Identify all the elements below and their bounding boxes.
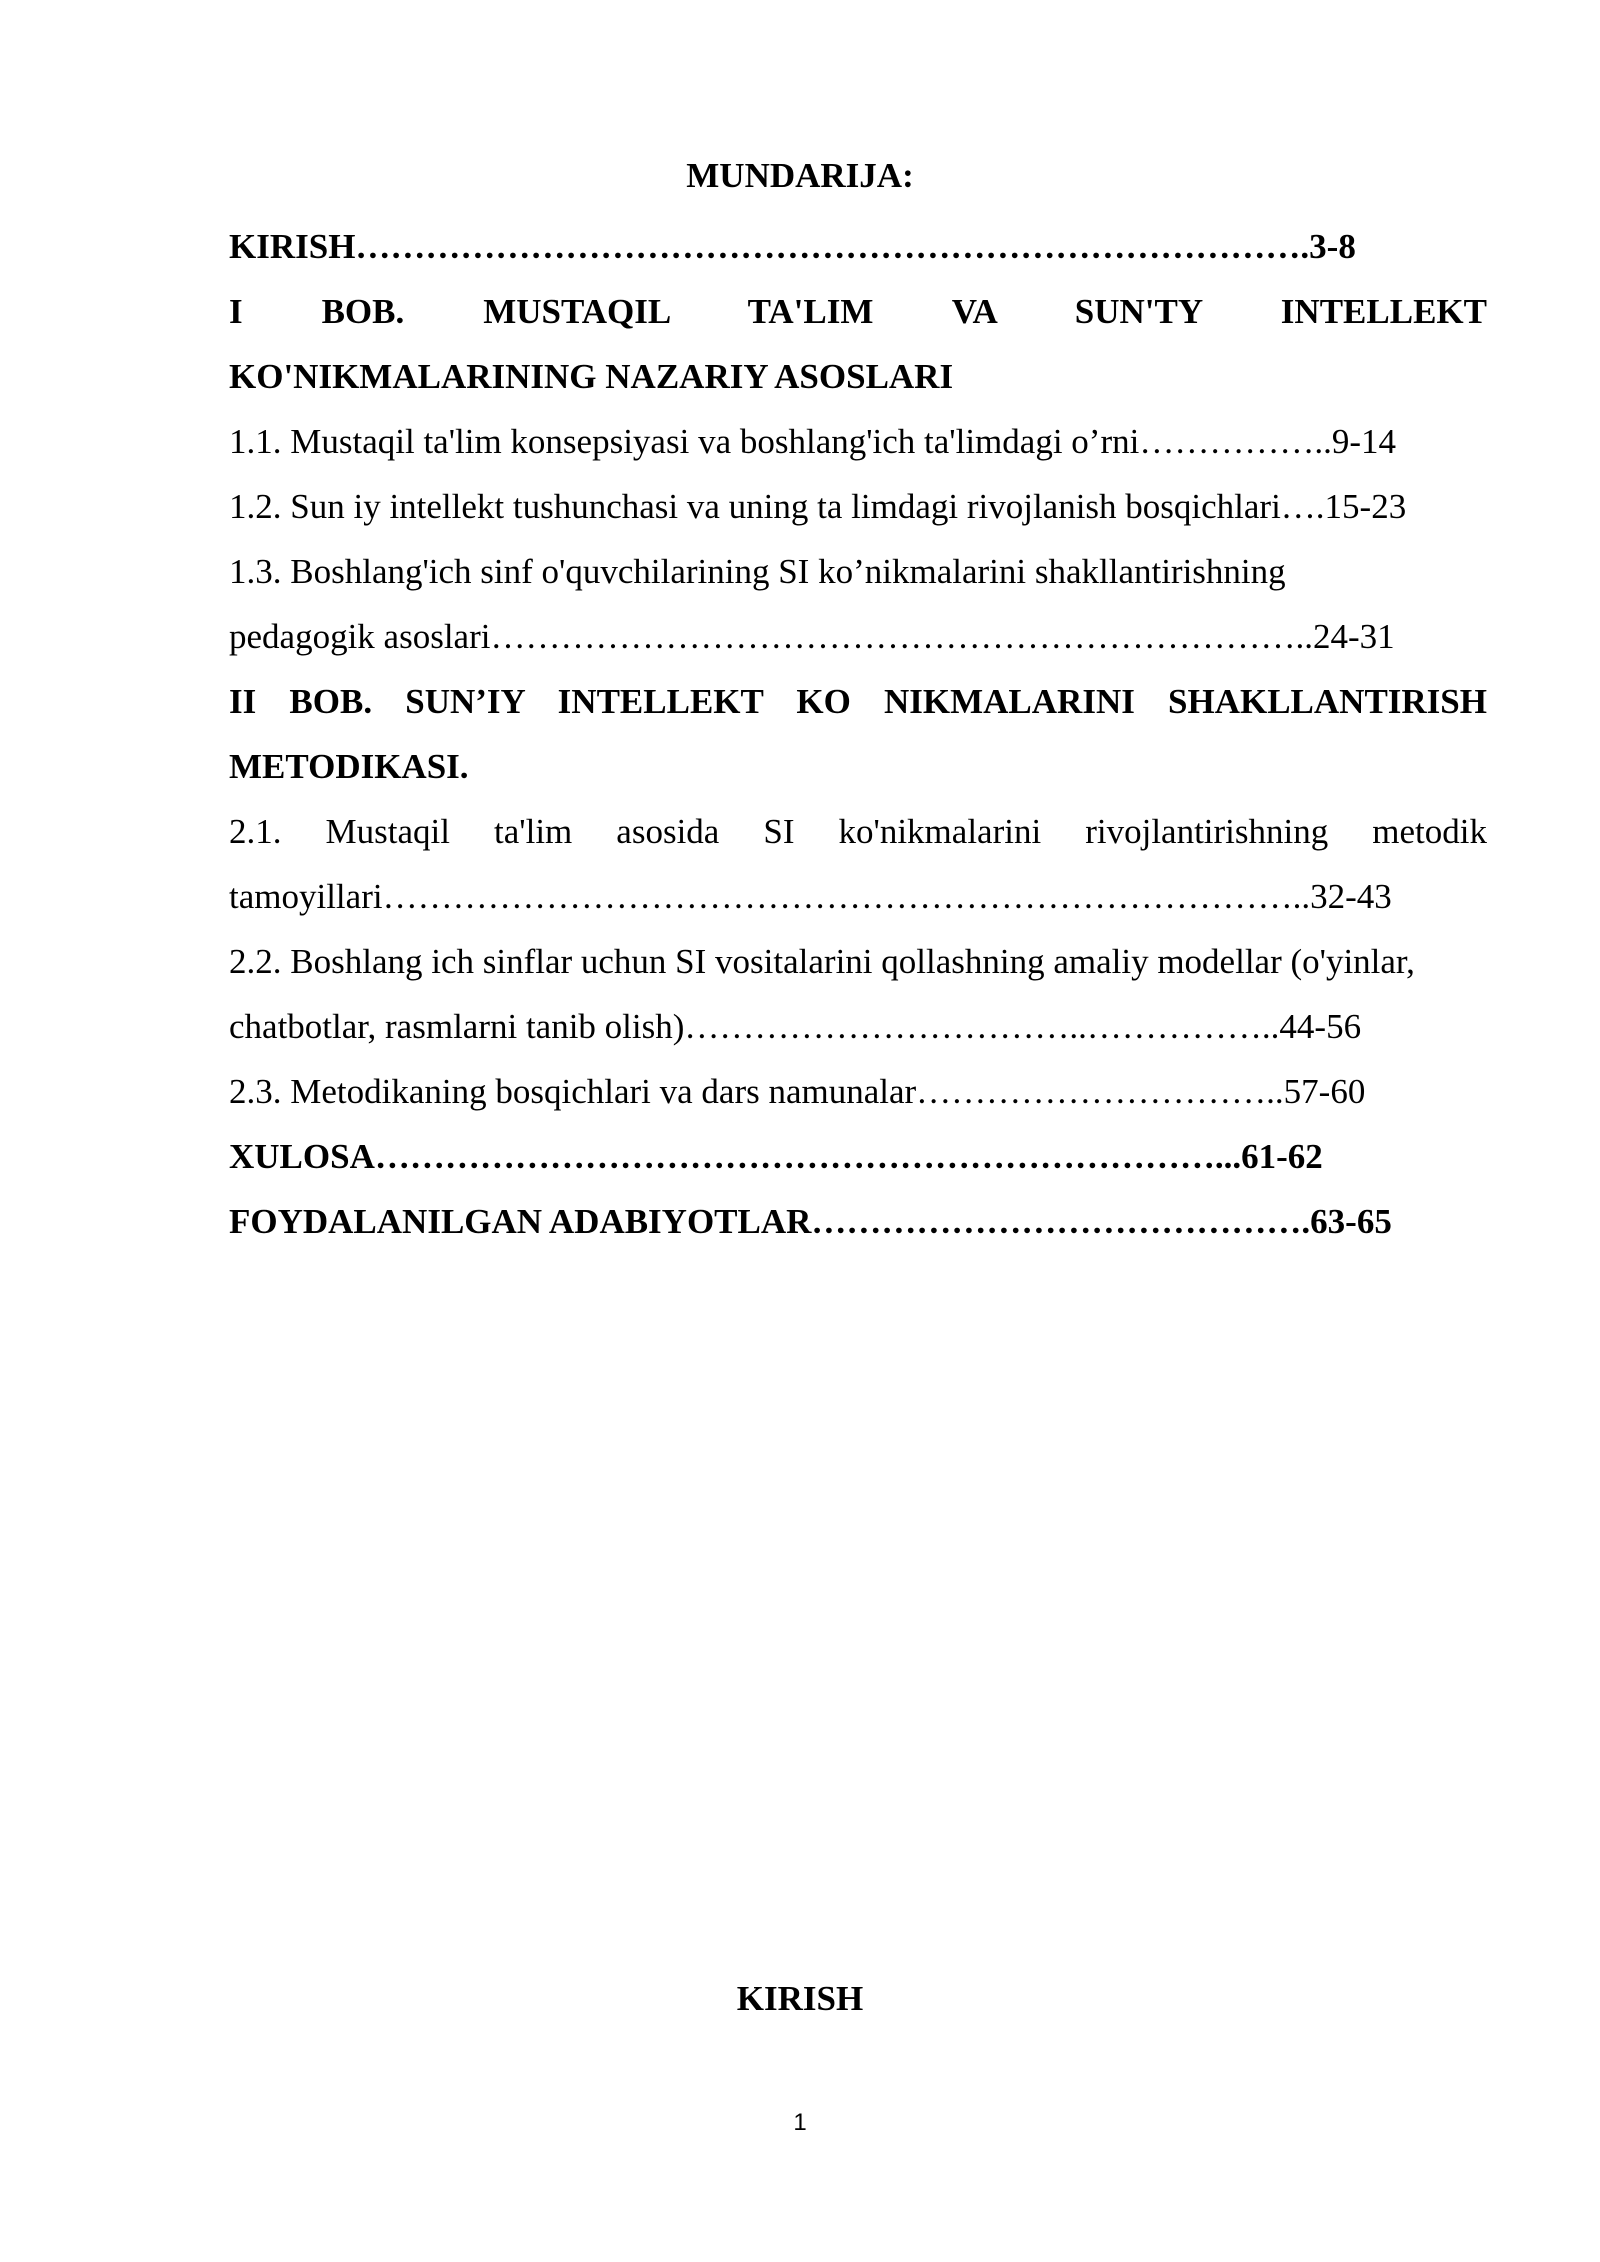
- toc-entry-1-3: 1.3. Boshlang'ich sinf o'quvchilarining SI ko’nikmalarini shakllantirishning: [229, 552, 1286, 591]
- table-of-contents: [229, 214, 1487, 1254]
- toc-entry-1-2: 1.2. Sun iy intellekt tushunchasi va uning ta limdagi rivojlanish bosqichlari….15-23: [229, 487, 1407, 526]
- toc-entry-2-2-cont: chatbotlar, rasmlarni tanib olish)……………………………..……………..44-56: [229, 1007, 1362, 1046]
- toc-entry-2-1: 2.1. Mustaqil ta'lim asosida SI ko'nikmalarini rivojlantirishning metodik: [229, 812, 1487, 851]
- page-number: 1: [793, 2109, 807, 2136]
- toc-chapter-1-heading-cont: KO'NIKMALARINING NAZARIY ASOSLARI: [229, 357, 954, 396]
- toc-entry-2-1-cont: tamoyillari……………………………………………………………………..32-43: [229, 877, 1392, 916]
- toc-entry-references: FOYDALANILGAN ADABIYOTLAR…………………………………….63-65: [229, 1202, 1392, 1241]
- toc-entry-1-1: 1.1. Mustaqil ta'lim konsepsiyasi va boshlang'ich ta'limdagi o’rni……………..9-14: [229, 422, 1396, 461]
- toc-entry-xulosa: XULOSA………………………………………………………………...61-62: [229, 1137, 1323, 1176]
- toc-chapter-2-heading: II BOB. SUN’IY INTELLEKT KO NIKMALARINI SHAKLLANTIRISH: [229, 682, 1487, 721]
- toc-entry-1-3-cont: pedagogik asoslari……………………………………………………………..24-31: [229, 617, 1395, 656]
- toc-entry-2-3: 2.3. Metodikaning bosqichlari va dars namunalar…………………………..57-60: [229, 1072, 1366, 1111]
- toc-entry-kirish: KIRISH……………………………………………………………………….3-8: [229, 227, 1356, 266]
- toc-chapter-2-heading-cont: METODIKASI.: [229, 747, 469, 786]
- toc-chapter-1-heading: I BOB. MUSTAQIL TA'LIM VA SUN'TY INTELLEKT: [229, 292, 1487, 331]
- toc-title: MUNDARIJA:: [686, 156, 914, 195]
- toc-entry-2-2: 2.2. Boshlang ich sinflar uchun SI vositalarini qollashning amaliy modellar (o'yinlar,: [229, 942, 1415, 981]
- section-heading-kirish: KIRISH: [736, 1979, 864, 2018]
